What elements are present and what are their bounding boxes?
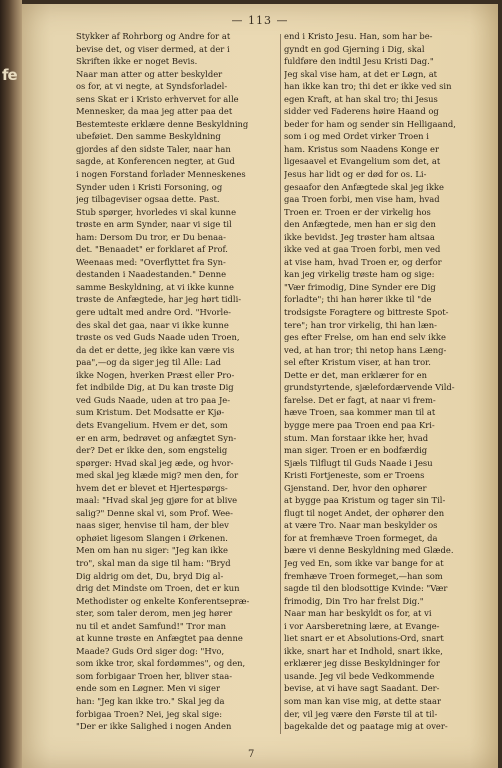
text-line: som ikke tror, skal fordømmes", og den,: [76, 658, 246, 669]
text-line: beder for ham og sender sin Helligaand,: [284, 118, 456, 129]
text-line: at kunne trøste en Anfægtet paa denne: [76, 633, 243, 644]
text-line: ophøiet ligesom Slangen i Ørkenen.: [76, 532, 228, 543]
text-line: forbigaa Troen? Nei, jeg skal sige:: [76, 708, 223, 719]
text-line: ikke, snart har et Indhold, snart ikke,: [284, 645, 443, 656]
text-line: hæve Troen, saa kommer man til at: [284, 407, 436, 418]
text-line: ges efter Frelse, om han end selv ikke: [284, 332, 446, 343]
text-line: frimodig, Din Tro har frelst Dig.": [284, 595, 424, 606]
text-line: Methodister og enkelte Konferentsepræ-: [76, 595, 250, 606]
text-line: Dette er det, man erklærer for en: [284, 369, 428, 380]
text-line: trøste en arm Synder, naar vi sige til: [76, 219, 232, 230]
text-line: som man kan vise mig, at dette staar: [284, 695, 442, 706]
text-line: der, vil jeg være den Første til at til-: [284, 708, 438, 719]
text-line: som i og med Ordet virker Troen i: [284, 131, 429, 142]
text-line: grundstyrtende, sjælefordærvende Vild-: [284, 382, 455, 393]
text-line: da det er dette, jeg ikke kan være vis: [76, 344, 235, 355]
text-line: Stub spørger, hvorledes vi skal kunne: [76, 206, 237, 217]
text-line: gyndt en god Gjerning i Dig, skal: [284, 43, 425, 54]
text-line: Men om han nu siger: "Jeg kan ikke: [76, 545, 229, 556]
text-line: Weenaas med: "Overflyttet fra Syn-: [76, 256, 226, 267]
text-line: end i Kristo Jesu. Han, som har be-: [284, 31, 433, 41]
text-line: destanden i Naadestanden." Denne: [76, 269, 227, 280]
text-line: ende som en Løgner. Men vi siger: [76, 683, 220, 694]
text-line: stum. Man forstaar ikke her, hvad: [284, 432, 429, 443]
text-line: sel efter Kristum viser, at han tror.: [284, 357, 431, 368]
text-line: nu til et andet Samfund!" Tror man: [76, 620, 226, 631]
column-divider: [280, 34, 281, 734]
text-line: paa",—og da siger jeg til Alle: Lad: [76, 357, 222, 368]
text-line: tro", skal man da sige til ham: "Bryd: [76, 557, 231, 568]
text-line: gaa Troen forbi, men vise ham, hvad: [284, 194, 440, 205]
text-line: ved Guds Naade, uden at tro paa Je-: [76, 394, 231, 405]
text-line: Synder uden i Kristi Forsoning, og: [76, 181, 223, 192]
text-line: usande. Jeg vil bede Vedkommende: [284, 670, 435, 681]
page-number: — 113 —: [231, 14, 289, 27]
book-spine: [0, 0, 22, 768]
text-line: han ikke kan tro; thi det er ikke ved sin: [284, 81, 452, 92]
signature-mark: 7: [248, 749, 255, 760]
text-line: at bygge paa Kristum og tager sin Til-: [284, 495, 446, 506]
text-line: ligesaavel et Evangelium som det, at: [284, 156, 441, 167]
text-line: Skriften ikke er noget Bevis.: [76, 56, 198, 67]
text-line: det. "Benaadet" er forklaret af Prof.: [76, 244, 228, 255]
text-line: dets Evangelium. Hvem er det, som: [76, 419, 228, 430]
text-line: Naar man atter og atter beskylder: [76, 68, 223, 79]
text-line: Bestemteste erklære denne Beskyldning: [76, 118, 249, 129]
text-line: bygge mere paa Troen end paa Kri-: [284, 419, 435, 430]
text-line: Kristi Fortjeneste, som er Troens: [284, 470, 425, 481]
text-line: flugt til noget Andet, der ophører den: [284, 507, 445, 518]
text-line: egen Kraft, at han skal tro; thi Jesus: [284, 93, 438, 104]
text-line: spørger: Hvad skal jeg æde, og hvor-: [76, 457, 234, 468]
text-line: han: "Jeg kan ikke tro." Skal jeg da: [76, 695, 225, 706]
book-page: [22, 4, 498, 768]
text-line: os for, at vi negte, at Syndsforladel-: [76, 81, 228, 92]
text-line: gjordes af den sidste Taler, naar han: [76, 143, 231, 154]
text-line: trodsigste Foragtere og bittreste Spot-: [284, 307, 449, 318]
text-line: Stykker af Rohrborg og Andre for at: [76, 31, 231, 41]
text-line: med skal jeg klæde mig? men den, for: [76, 470, 239, 481]
text-line: bære vi denne Beskyldning med Glæde.: [284, 545, 454, 556]
text-line: ubeføiet. Den samme Beskyldning: [76, 131, 221, 142]
text-line: bevise, at vi have sagt Saadant. Der-: [284, 683, 440, 694]
text-line: sagde, at Konferencen negter, at Gud: [76, 156, 235, 167]
text-line: ster, som taler derom, men jeg hører: [76, 608, 233, 619]
text-line: forladte"; thi han hører ikke til "de: [284, 294, 432, 305]
text-line: trøste os ved Guds Naade uden Troen,: [76, 332, 240, 343]
text-line: ham. Kristus som Naadens Konge er: [284, 143, 439, 154]
text-line: erklærer jeg disse Beskyldninger for: [284, 658, 440, 669]
text-line: for at fremhæve Troen formeget, da: [284, 532, 438, 543]
text-line: den Anfægtede, men han er sig den: [284, 219, 436, 230]
text-line: man siger. Troen er en bodfærdig: [284, 445, 428, 456]
right-column: [284, 30, 484, 740]
text-line: at være Tro. Naar man beskylder os: [284, 520, 438, 531]
text-line: ved, at han tror; thi netop hans Læng-: [284, 344, 447, 355]
spine-text: fe: [2, 66, 17, 84]
text-line: trøste de Anfægtede, har jeg hørt tidli-: [76, 294, 242, 305]
text-line: Sjæls Tilflugt til Guds Naade i Jesu: [284, 457, 433, 468]
text-line: Troen er. Troen er der virkelig hos: [284, 206, 431, 217]
text-line: gesaafor den Anfægtede skal jeg ikke: [284, 181, 444, 192]
text-line: maal: "Hvad skal jeg gjøre for at blive: [76, 495, 238, 506]
text-line: der? Det er ikke den, som engstelig: [76, 445, 228, 456]
text-line: jeg tilbageviser ogsaa dette. Past.: [76, 194, 220, 205]
text-line: ham: Dersom Du tror, er Du benaa-: [76, 231, 226, 242]
text-line: i vor Aarsberetning lære, at Evange-: [284, 620, 440, 631]
text-line: Naar man har beskyldt os for, at vi: [284, 608, 432, 619]
text-line: bevise det, og viser dermed, at der i: [76, 43, 230, 54]
text-line: sens Skat er i Kristo erhvervet for alle: [76, 93, 239, 104]
text-line: kan jeg virkelig trøste ham og sige:: [284, 269, 435, 280]
text-line: Maade? Guds Ord siger dog: "Hvo,: [76, 645, 225, 656]
text-line: drig det Mindste om Troen, det er kun: [76, 583, 240, 594]
text-line: som forbigaar Troen her, bliver staa-: [76, 670, 233, 681]
text-line: bagekalde det og paatage mig at over-: [284, 721, 448, 732]
text-line: Jeg skal vise ham, at det er Løgn, at: [284, 68, 438, 79]
text-line: ikke Nogen, hverken Præst eller Pro-: [76, 369, 235, 380]
text-line: samme Beskyldning, at vi ikke kunne: [76, 281, 234, 292]
text-line: sagde til den blodsottige Kvinde: "Vær: [284, 583, 448, 594]
text-line: naas siger, henvise til ham, der blev: [76, 520, 229, 531]
text-line: fet indbilde Dig, at Du kan trøste Dig: [76, 382, 234, 393]
left-column: [76, 30, 276, 740]
text-line: Jeg ved En, som ikke var bange for at: [284, 557, 444, 568]
text-line: er en arm, bedrøvet og anfægtet Syn-: [76, 432, 237, 443]
text-line: "Vær frimodig, Dine Synder ere Dig: [284, 281, 436, 292]
text-line: Gjenstand. Der, hvor den ophører: [284, 482, 427, 493]
text-line: i nogen Forstand forlader Menneskenes: [76, 169, 246, 180]
text-line: fremhæve Troen formeget,—han som: [284, 570, 443, 581]
text-line: farelse. Det er fagt, at naar vi frem-: [284, 394, 436, 405]
text-line: liet snart er et Absolutions-Ord, snart: [284, 633, 444, 644]
text-line: ikke bevidst. Jeg trøster ham altsaa: [284, 231, 435, 242]
text-line: salig?" Denne skal vi, som Prof. Wee-: [76, 507, 233, 518]
text-line: Jesus har lidt og er død for os. Li-: [284, 169, 427, 180]
text-line: gere udtalt med andre Ord. "Hvorle-: [76, 307, 232, 318]
text-line: "Der er ikke Salighed i nogen Anden: [76, 721, 232, 732]
text-line: tere"; han tror virkelig, thi han læn-: [284, 319, 437, 330]
text-line: hvem det er blevet et Hjertespørgs-: [76, 482, 228, 493]
text-line: at vise ham, hvad Troen er, og derfor: [284, 256, 442, 267]
text-line: des skal det gaa, naar vi ikke kunne: [76, 319, 229, 330]
text-line: sidder ved Faderens høire Haand og: [284, 106, 439, 117]
text-line: fuldføre den indtil Jesu Kristi Dag.": [284, 56, 434, 67]
text-line: Dig aldrig om det, Du, bryd Dig al-: [76, 570, 224, 581]
text-line: ikke ved at gaa Troen forbi, men ved: [284, 244, 441, 255]
text-line: sum Kristum. Det Modsatte er Kjø-: [76, 407, 225, 418]
text-line: Mennesker, da maa jeg atter paa det: [76, 106, 233, 117]
